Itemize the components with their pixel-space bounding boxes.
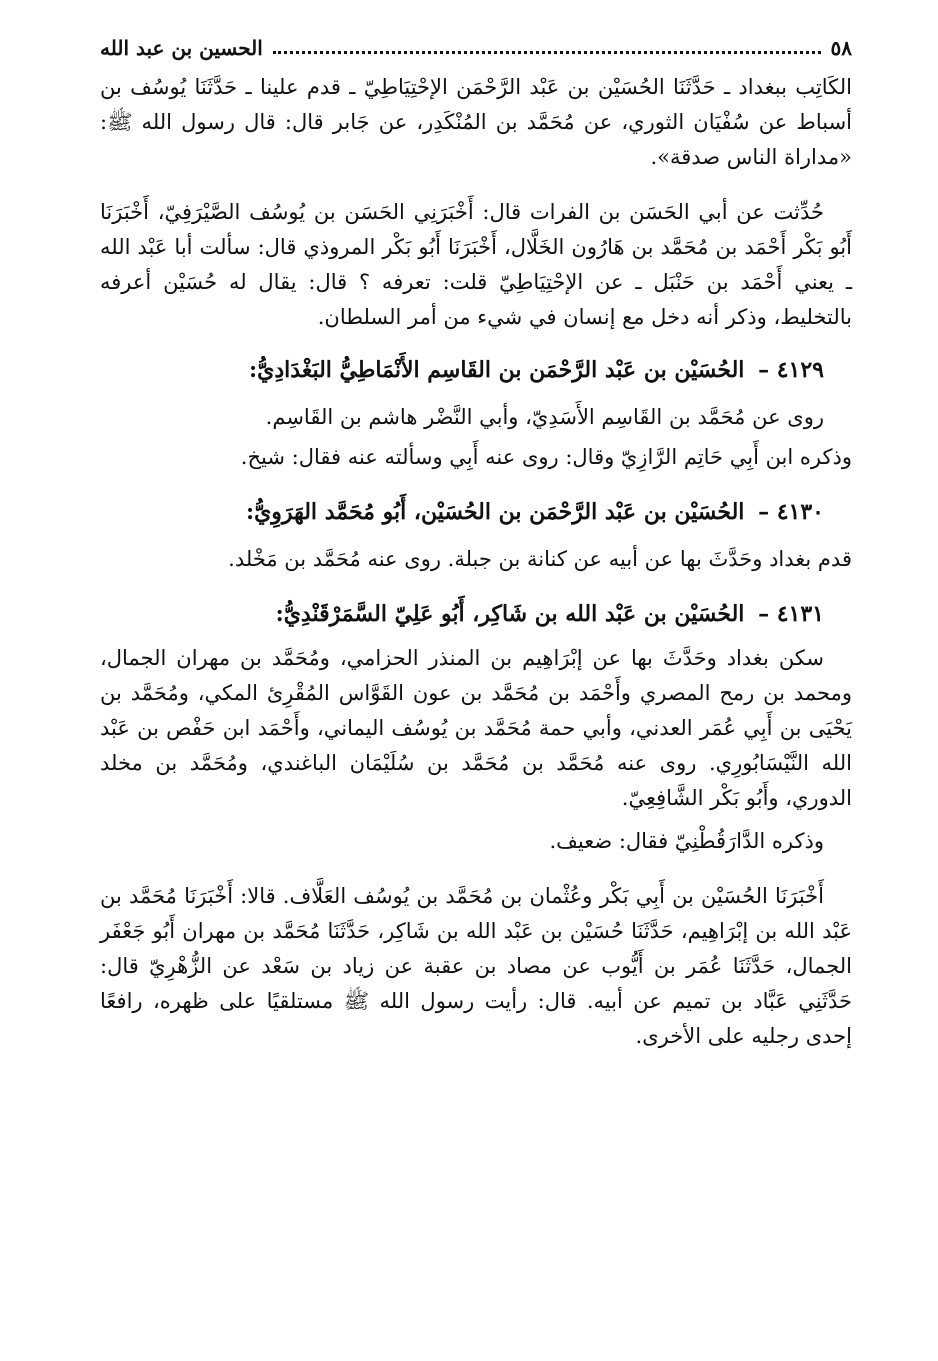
entry-text-line: روى عن مُحَمَّد بن القَاسِم الأَسَدِيّ، وأبي النَّضْر هاشم بن القَاسِم. — [265, 405, 824, 429]
entry-heading-4129 — [100, 353, 852, 387]
entry-heading-4130 — [100, 495, 852, 529]
running-title: الحسين بن عبد الله — [100, 36, 263, 60]
paragraph-gap — [100, 816, 852, 824]
paragraph-biography: سكن بغداد وحَدَّثَ بها عن إبْرَاهِيم بن المنذر الحزامي، ومُحَمَّد بن مهران الجمال، ومحمد بن رمح المصري وأَحْمَد بن مُحَمَّد بن عون القَوَّاس المُقْرِئ المكي، ومُحَمَّد بن يَحْيَى بن أَبِي عُمَر العدني، وأبي حمة مُحَمَّد بن يُوسُف اليماني، وأَحْمَد ابن حَفْص بن عَبْد الله النَّيْسَابُورِي. روى عنه مُحَمَّد بن مُحَمَّد بن سُلَيْمَان الباغندي، ومُحَمَّد بن مخلد الدوري، وأَبُو بَكْر الشَّافِعِيّ. — [100, 646, 852, 810]
entry-text-line: وذكره ابن أَبِي حَاتِم الرَّازِيّ وقال: روى عنه أَبِي وسألته عنه فقال: شيخ. — [240, 445, 852, 469]
page-body — [100, 70, 852, 1054]
paragraph-gap — [100, 859, 852, 879]
paragraph-report: حُدِّثت عن أبي الحَسَن بن الفرات قال: أَخْبَرَنِي الحَسَن بن يُوسُف الصَّيْرَفِيّ، أَخْبَرَنَا أَبُو بَكْر أَحْمَد بن مُحَمَّد بن هَارُون الخَلَّال، أَخْبَرَنَا أَبُو بَكْر المروذي قال: سألت أبا عَبْد الله ـ يعني أَحْمَد بن حَنْبَل ـ عن الإحْتِيَاطِيّ قلت: تعرفه ؟ قال: يقال له حُسَيْن أعرفه بالتخليط، وذكر أنه دخل مع إنسان في شيء من أمر السلطان. — [100, 200, 852, 329]
entry-text-line: قدم بغداد وحَدَّثَ بها عن أبيه عن كنانة بن جبلة. روى عنه مُحَمَّد بن مَخْلد. — [228, 547, 852, 571]
paragraph-continuation: الكَاتِب ببغداد ـ حَدَّثَنَا الحُسَيْن بن عَبْد الرَّحْمَن الإحْتِيَاطِيّ ـ قدم علينا ـ حَدَّثَنَا يُوسُف بن أسباط عن سُفْيَان الثوري، عن مُحَمَّد بن المُنْكَدِر، عن جَابر قال: قال رسول الله ﷺ: «مداراة الناس صدقة». — [100, 75, 852, 169]
paragraph-gap — [100, 175, 852, 195]
paragraph-hadith: أَخْبَرَنَا الحُسَيْن بن أَبِي بَكْر وعُثْمان بن مُحَمَّد بن يُوسُف العَلَّاف. قالا: أَخْبَرَنَا مُحَمَّد بن عَبْد الله بن إبْرَاهِيم، حَدَّثَنَا حُسَيْن بن عَبْد الله بن شَاكِر، حَدَّثَنَا مُحَمَّد بن مهران أَبُو جَعْفَر الجمال، حَدَّثَنَا عُمَر بن أَيُّوب عن مصاد بن عقبة عن زياد بن سَعْد عن الزُّهْرِيّ قال: حَدَّثَنِي عَبَّاد بن تميم عن أبيه. قال: رأيت رسول الله ﷺ مستلقيًا على ظهره، رافعًا إحدى رجليه على الأخرى. — [100, 884, 852, 1048]
entry-title: الحُسَيْن بن عَبْد الرَّحْمَن بن القَاسِم الأَنْمَاطِيُّ البَغْدَادِيُّ: — [249, 357, 745, 383]
page-number: ٥٨ — [830, 36, 852, 60]
entry-title: الحُسَيْن بن عَبْد الرَّحْمَن بن الحُسَيْن، أَبُو مُحَمَّد الهَرَوِيُّ: — [245, 499, 745, 525]
entry-number: ٤١٣٠ – — [758, 499, 824, 525]
entry-title: الحُسَيْن بن عَبْد الله بن شَاكِر، أَبُو عَلِيّ السَّمَرْقَنْدِيُّ: — [275, 601, 745, 627]
running-header — [100, 30, 852, 66]
entry-heading-4131 — [100, 597, 852, 631]
entry-number: ٤١٢٩ – — [758, 357, 824, 383]
entry-number: ٤١٣١ – — [758, 601, 824, 627]
header-dot-leader — [273, 51, 821, 54]
paragraph-assessment: وذكره الدَّارَقُطْنِيّ فقال: ضعيف. — [549, 829, 824, 853]
